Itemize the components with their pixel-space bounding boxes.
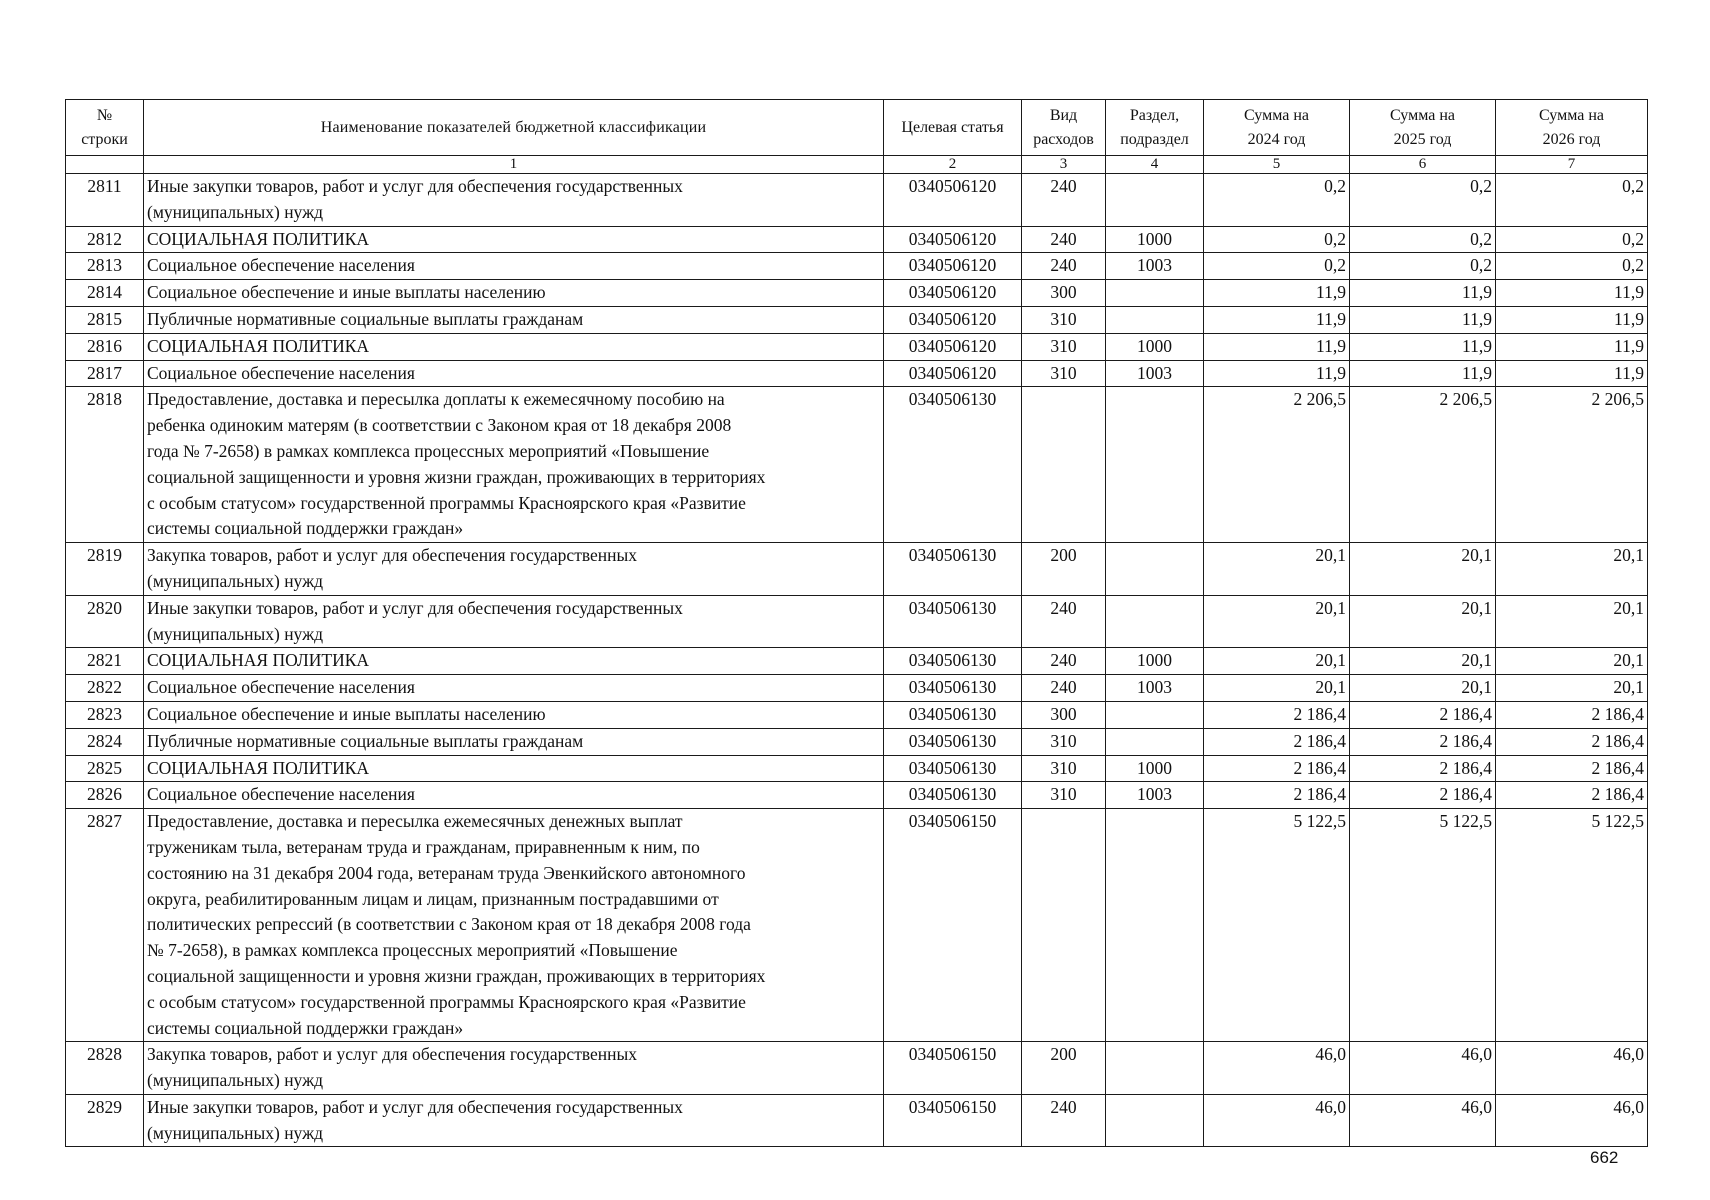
column-number: 4 <box>1106 156 1204 174</box>
sum-2024: 0,2 <box>1204 253 1350 280</box>
section-code <box>1106 387 1204 543</box>
expense-kind <box>1022 387 1106 543</box>
sum-2025: 20,1 <box>1350 595 1496 648</box>
sum-2024: 5 122,5 <box>1204 809 1350 1042</box>
target-article: 0340506120 <box>884 226 1022 253</box>
sum-2026: 20,1 <box>1496 543 1648 596</box>
row-number: 2826 <box>66 782 144 809</box>
target-article: 0340506120 <box>884 333 1022 360</box>
sum-2026: 5 122,5 <box>1496 809 1648 1042</box>
sum-2024: 20,1 <box>1204 675 1350 702</box>
section-code: 1003 <box>1106 253 1204 280</box>
sum-2024: 0,2 <box>1204 226 1350 253</box>
table-row <box>66 675 1648 702</box>
column-number: 1 <box>144 156 884 174</box>
sum-2025: 0,2 <box>1350 253 1496 280</box>
expense-kind: 310 <box>1022 755 1106 782</box>
page-number: 662 <box>1590 1148 1619 1167</box>
table-row <box>66 701 1648 728</box>
indicator-name: СОЦИАЛЬНАЯ ПОЛИТИКА <box>144 755 884 782</box>
section-code <box>1106 701 1204 728</box>
section-code <box>1106 174 1204 227</box>
expense-kind: 310 <box>1022 333 1106 360</box>
target-article: 0340506120 <box>884 360 1022 387</box>
target-article: 0340506150 <box>884 809 1022 1042</box>
sum-2025: 11,9 <box>1350 333 1496 360</box>
indicator-name: Предоставление, доставка и пересылка ежемесячных денежных выплат труженикам тыла, ветеранам труда и гражданам, приравненным к ним, по состоянию на 31 декабря 2004 года, ветеранам труда Эвенкийского автономного округа, реабилитированным лицам и лицам, признанным пострадавшими от политических репрессий (в соответствии с Законом края от 18 декабря 2008 года № 7-2658), в рамках комплекса процессных мероприятий «Повышение социальной защищенности и уровня жизни граждан, проживающих в территориях с особым статусом» государственной программы Красноярского края «Развитие системы социальной поддержки граждан» <box>144 809 884 1042</box>
header-target-article: Целевая статья <box>884 100 1022 156</box>
target-article: 0340506130 <box>884 595 1022 648</box>
target-article: 0340506120 <box>884 174 1022 227</box>
target-article: 0340506130 <box>884 728 1022 755</box>
table-row <box>66 755 1648 782</box>
expense-kind: 240 <box>1022 595 1106 648</box>
column-number: 5 <box>1204 156 1350 174</box>
sum-2026: 20,1 <box>1496 675 1648 702</box>
sum-2026: 46,0 <box>1496 1042 1648 1095</box>
expense-kind <box>1022 809 1106 1042</box>
sum-2025: 20,1 <box>1350 543 1496 596</box>
indicator-name: Иные закупки товаров, работ и услуг для обеспечения государственных (муниципальных) нужд <box>144 595 884 648</box>
expense-kind: 200 <box>1022 1042 1106 1095</box>
target-article: 0340506130 <box>884 675 1022 702</box>
target-article: 0340506130 <box>884 648 1022 675</box>
expense-kind: 240 <box>1022 1094 1106 1147</box>
table-row <box>66 333 1648 360</box>
sum-2025: 11,9 <box>1350 280 1496 307</box>
indicator-name: Предоставление, доставка и пересылка доплаты к ежемесячному пособию на ребенка одиноким матерям (в соответствии с Законом края от 18 декабря 2008 года № 7-2658) в рамках комплекса процессных мероприятий «Повышение социальной защищенности и уровня жизни граждан, проживающих в территориях с особым статусом» государственной программы Красноярского края «Развитие системы социальной поддержки граждан» <box>144 387 884 543</box>
column-number: 6 <box>1350 156 1496 174</box>
sum-2024: 11,9 <box>1204 280 1350 307</box>
expense-kind: 240 <box>1022 675 1106 702</box>
column-number-row <box>66 156 1648 174</box>
section-code: 1000 <box>1106 648 1204 675</box>
budget-table <box>65 99 1648 1147</box>
sum-2024: 20,1 <box>1204 648 1350 675</box>
column-number <box>66 156 144 174</box>
section-code <box>1106 1042 1204 1095</box>
target-article: 0340506130 <box>884 782 1022 809</box>
sum-2026: 46,0 <box>1496 1094 1648 1147</box>
row-number: 2828 <box>66 1042 144 1095</box>
column-number: 7 <box>1496 156 1648 174</box>
section-code: 1000 <box>1106 755 1204 782</box>
sum-2026: 20,1 <box>1496 648 1648 675</box>
sum-2026: 20,1 <box>1496 595 1648 648</box>
sum-2026: 2 186,4 <box>1496 782 1648 809</box>
sum-2024: 0,2 <box>1204 174 1350 227</box>
table-row <box>66 1094 1648 1147</box>
sum-2025: 5 122,5 <box>1350 809 1496 1042</box>
target-article: 0340506130 <box>884 701 1022 728</box>
sum-2026: 2 186,4 <box>1496 755 1648 782</box>
expense-kind: 240 <box>1022 174 1106 227</box>
row-number: 2823 <box>66 701 144 728</box>
row-number: 2822 <box>66 675 144 702</box>
sum-2024: 11,9 <box>1204 360 1350 387</box>
target-article: 0340506120 <box>884 306 1022 333</box>
table-row <box>66 306 1648 333</box>
sum-2025: 2 186,4 <box>1350 755 1496 782</box>
row-number: 2815 <box>66 306 144 333</box>
table-row <box>66 543 1648 596</box>
sum-2024: 46,0 <box>1204 1042 1350 1095</box>
header-section: Раздел, подраздел <box>1106 100 1204 156</box>
sum-2025: 46,0 <box>1350 1094 1496 1147</box>
table-row <box>66 809 1648 1042</box>
header-sum-2026: Сумма на 2026 год <box>1496 100 1648 156</box>
sum-2025: 20,1 <box>1350 675 1496 702</box>
sum-2026: 0,2 <box>1496 174 1648 227</box>
sum-2024: 11,9 <box>1204 333 1350 360</box>
sum-2025: 0,2 <box>1350 226 1496 253</box>
section-code <box>1106 1094 1204 1147</box>
row-number: 2816 <box>66 333 144 360</box>
section-code: 1003 <box>1106 360 1204 387</box>
row-number: 2819 <box>66 543 144 596</box>
expense-kind: 300 <box>1022 280 1106 307</box>
sum-2024: 11,9 <box>1204 306 1350 333</box>
expense-kind: 310 <box>1022 360 1106 387</box>
sum-2025: 2 186,4 <box>1350 701 1496 728</box>
section-code <box>1106 728 1204 755</box>
row-number: 2812 <box>66 226 144 253</box>
sum-2024: 2 206,5 <box>1204 387 1350 543</box>
target-article: 0340506150 <box>884 1094 1022 1147</box>
row-number: 2814 <box>66 280 144 307</box>
target-article: 0340506130 <box>884 543 1022 596</box>
sum-2024: 2 186,4 <box>1204 728 1350 755</box>
table-row <box>66 387 1648 543</box>
target-article: 0340506150 <box>884 1042 1022 1095</box>
row-number: 2820 <box>66 595 144 648</box>
target-article: 0340506130 <box>884 755 1022 782</box>
sum-2025: 46,0 <box>1350 1042 1496 1095</box>
header-expense-kind: Вид расходов <box>1022 100 1106 156</box>
indicator-name: Социальное обеспечение населения <box>144 675 884 702</box>
sum-2024: 2 186,4 <box>1204 701 1350 728</box>
table-row <box>66 226 1648 253</box>
table-row <box>66 728 1648 755</box>
indicator-name: Социальное обеспечение населения <box>144 360 884 387</box>
header-indicator-name: Наименование показателей бюджетной классификации <box>144 100 884 156</box>
expense-kind: 310 <box>1022 306 1106 333</box>
sum-2026: 2 186,4 <box>1496 701 1648 728</box>
table-row <box>66 253 1648 280</box>
row-number: 2811 <box>66 174 144 227</box>
sum-2026: 11,9 <box>1496 360 1648 387</box>
table-row <box>66 360 1648 387</box>
header-row <box>66 100 1648 156</box>
section-code: 1003 <box>1106 675 1204 702</box>
sum-2025: 20,1 <box>1350 648 1496 675</box>
sum-2025: 2 186,4 <box>1350 782 1496 809</box>
indicator-name: Социальное обеспечение и иные выплаты населению <box>144 280 884 307</box>
indicator-name: Закупка товаров, работ и услуг для обеспечения государственных (муниципальных) нужд <box>144 543 884 596</box>
sum-2025: 0,2 <box>1350 174 1496 227</box>
indicator-name: Публичные нормативные социальные выплаты гражданам <box>144 306 884 333</box>
indicator-name: Иные закупки товаров, работ и услуг для обеспечения государственных (муниципальных) нужд <box>144 174 884 227</box>
indicator-name: Иные закупки товаров, работ и услуг для обеспечения государственных (муниципальных) нужд <box>144 1094 884 1147</box>
indicator-name: СОЦИАЛЬНАЯ ПОЛИТИКА <box>144 333 884 360</box>
target-article: 0340506120 <box>884 253 1022 280</box>
row-number: 2818 <box>66 387 144 543</box>
header-sum-2025: Сумма на 2025 год <box>1350 100 1496 156</box>
sum-2024: 2 186,4 <box>1204 755 1350 782</box>
sum-2026: 11,9 <box>1496 280 1648 307</box>
table-row <box>66 174 1648 227</box>
expense-kind: 240 <box>1022 226 1106 253</box>
indicator-name: Социальное обеспечение и иные выплаты населению <box>144 701 884 728</box>
table-row <box>66 280 1648 307</box>
section-code: 1003 <box>1106 782 1204 809</box>
section-code <box>1106 280 1204 307</box>
expense-kind: 240 <box>1022 648 1106 675</box>
row-number: 2821 <box>66 648 144 675</box>
table-row <box>66 648 1648 675</box>
sum-2026: 11,9 <box>1496 306 1648 333</box>
row-number: 2813 <box>66 253 144 280</box>
section-code <box>1106 809 1204 1042</box>
table-row <box>66 782 1648 809</box>
indicator-name: Закупка товаров, работ и услуг для обеспечения государственных (муниципальных) нужд <box>144 1042 884 1095</box>
row-number: 2827 <box>66 809 144 1042</box>
section-code <box>1106 595 1204 648</box>
indicator-name: Социальное обеспечение населения <box>144 782 884 809</box>
row-number: 2829 <box>66 1094 144 1147</box>
expense-kind: 300 <box>1022 701 1106 728</box>
table-body <box>66 174 1648 1147</box>
indicator-name: Социальное обеспечение населения <box>144 253 884 280</box>
sum-2026: 2 206,5 <box>1496 387 1648 543</box>
sum-2024: 2 186,4 <box>1204 782 1350 809</box>
sum-2025: 2 186,4 <box>1350 728 1496 755</box>
sum-2024: 46,0 <box>1204 1094 1350 1147</box>
sum-2025: 2 206,5 <box>1350 387 1496 543</box>
table-row <box>66 1042 1648 1095</box>
section-code <box>1106 543 1204 596</box>
sum-2025: 11,9 <box>1350 306 1496 333</box>
row-number: 2817 <box>66 360 144 387</box>
header-row-number: № строки <box>66 100 144 156</box>
target-article: 0340506130 <box>884 387 1022 543</box>
section-code <box>1106 306 1204 333</box>
section-code: 1000 <box>1106 226 1204 253</box>
expense-kind: 310 <box>1022 728 1106 755</box>
sum-2026: 0,2 <box>1496 226 1648 253</box>
expense-kind: 310 <box>1022 782 1106 809</box>
sum-2024: 20,1 <box>1204 543 1350 596</box>
header-sum-2024: Сумма на 2024 год <box>1204 100 1350 156</box>
row-number: 2825 <box>66 755 144 782</box>
sum-2026: 2 186,4 <box>1496 728 1648 755</box>
target-article: 0340506120 <box>884 280 1022 307</box>
indicator-name: СОЦИАЛЬНАЯ ПОЛИТИКА <box>144 648 884 675</box>
section-code: 1000 <box>1106 333 1204 360</box>
indicator-name: СОЦИАЛЬНАЯ ПОЛИТИКА <box>144 226 884 253</box>
sum-2026: 0,2 <box>1496 253 1648 280</box>
sum-2024: 20,1 <box>1204 595 1350 648</box>
indicator-name: Публичные нормативные социальные выплаты гражданам <box>144 728 884 755</box>
column-number: 2 <box>884 156 1022 174</box>
column-number: 3 <box>1022 156 1106 174</box>
expense-kind: 240 <box>1022 253 1106 280</box>
sum-2025: 11,9 <box>1350 360 1496 387</box>
row-number: 2824 <box>66 728 144 755</box>
sum-2026: 11,9 <box>1496 333 1648 360</box>
expense-kind: 200 <box>1022 543 1106 596</box>
table-row <box>66 595 1648 648</box>
